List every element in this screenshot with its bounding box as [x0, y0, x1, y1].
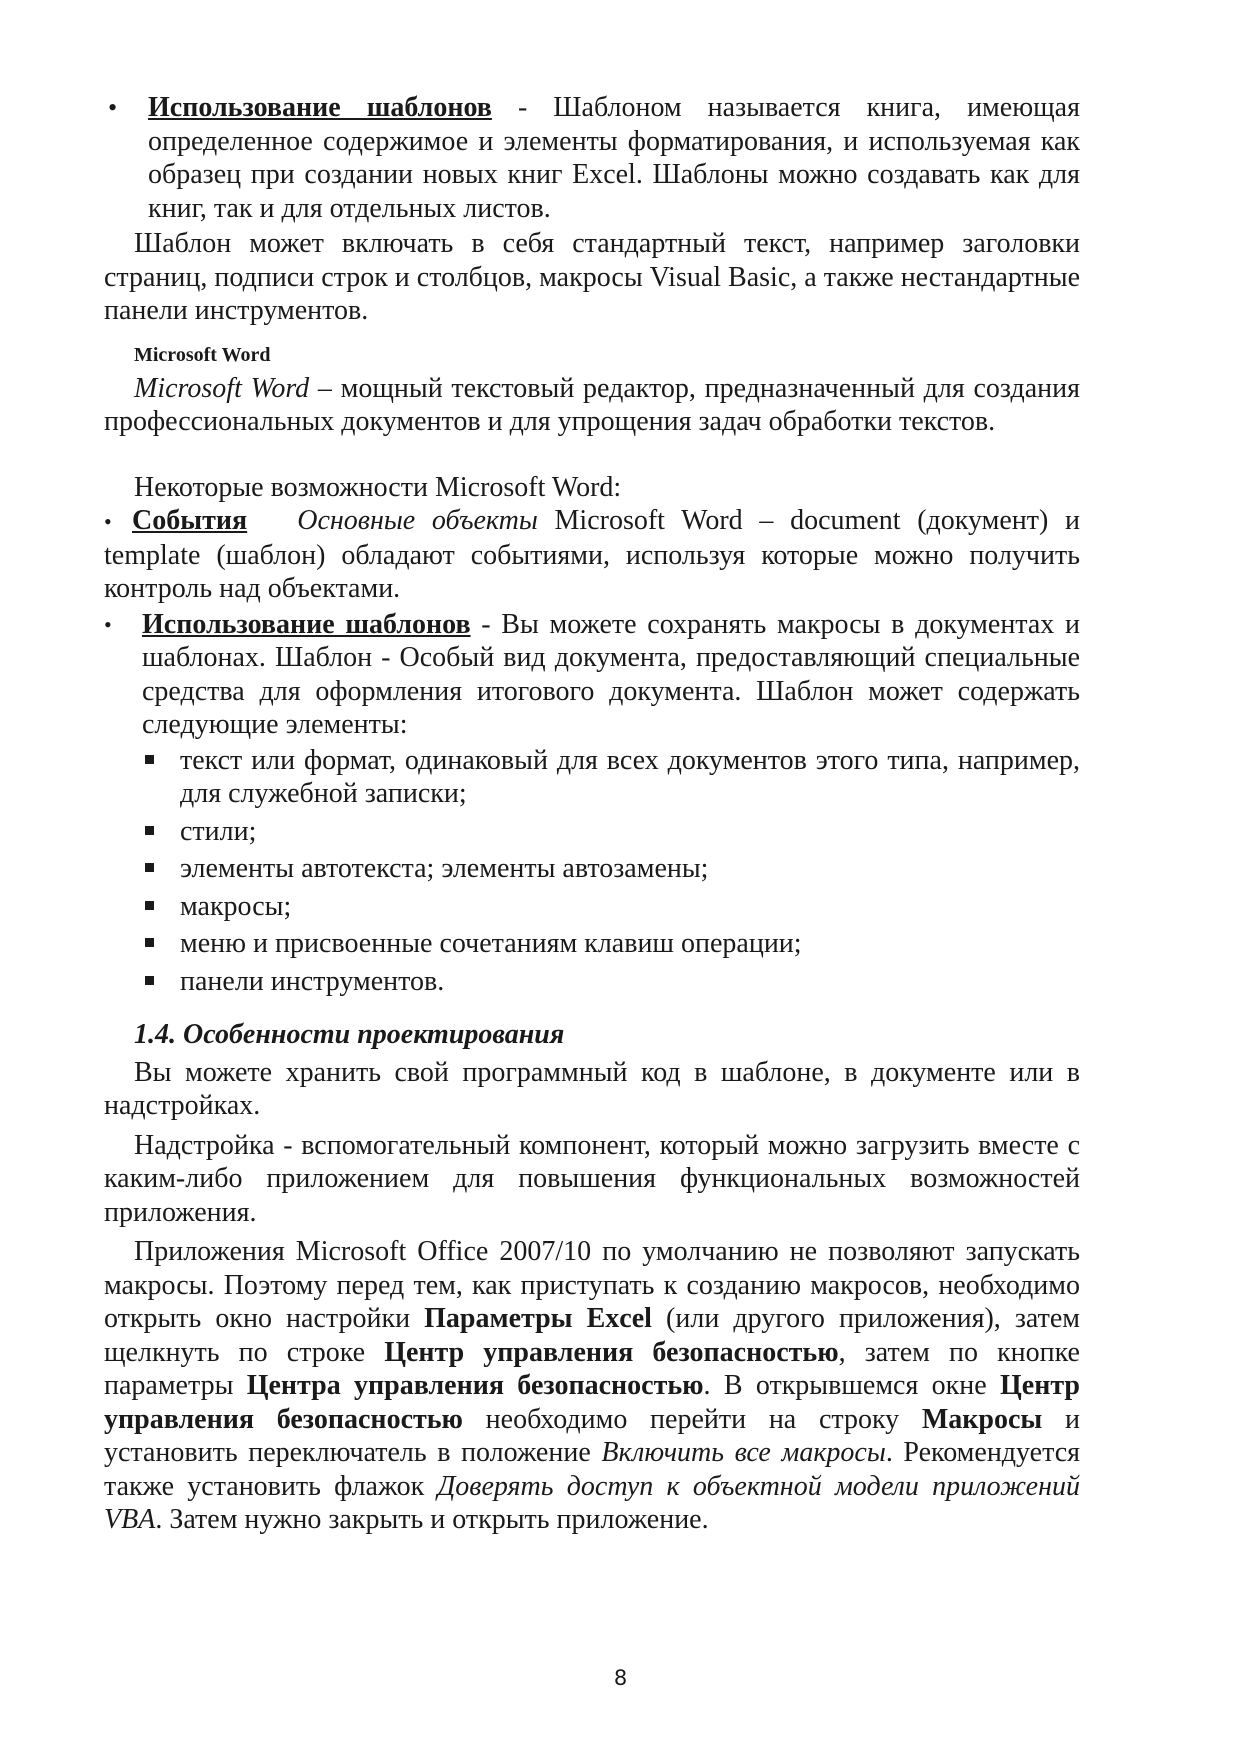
paragraph-code-storage: Вы можете хранить свой программный код в шаблоне, в документе или в надстройках.: [104, 1056, 1080, 1121]
macros-text: (или другого приложения), затем щелкнуть по строке: [104, 1303, 1081, 1368]
list-item-text: меню и присвоенные сочетаниям клавиш операции;: [180, 928, 802, 959]
word-term: Microsoft Word: [134, 372, 310, 404]
paragraph-enable-macros: [104, 1235, 1080, 1537]
events-italic: Основные объекты: [297, 505, 538, 536]
list-item-text: макросы;: [180, 890, 292, 922]
macros-italic: Включить все макросы: [601, 1437, 886, 1468]
macros-bold: Центр управления безопасностью: [104, 1370, 1080, 1435]
list-item: [142, 852, 1080, 886]
events-text: [104, 504, 1080, 606]
macros-bold: Центра управления безопасностью: [246, 1370, 704, 1401]
word-templates-text: [142, 608, 1080, 742]
text-column: [104, 91, 1080, 1537]
paragraph-template-content: Шаблон может включать в себя стандартный текст, например заголовки страниц, подписи строк и столбцов, макросы Visual Basic, а также нестандартные панели инструментов.: [104, 228, 1080, 326]
macros-text: . Рекомендуется также установить флажок: [104, 1437, 1080, 1502]
bullet-dot-icon: •: [104, 611, 112, 637]
word-definition-text: – мощный текстовый редактор, предназначенный для создания профессиональных документов и для упрощения задач обработки текстов.: [104, 372, 1080, 437]
square-bullet-icon: [145, 976, 154, 985]
macros-text: . В открывшемся окне: [703, 1370, 1000, 1401]
macros-text: необходимо перейти на строку: [462, 1403, 922, 1435]
macros-bold: Макросы: [921, 1403, 1043, 1435]
macros-italic: Доверять доступ к объектной модели приложений VBA: [104, 1470, 1080, 1535]
bullet-dot-icon: •: [108, 93, 118, 122]
word-templates-title: Использование шаблонов: [142, 608, 471, 640]
section-heading: 1.4. Особенности проектирования: [134, 1019, 565, 1050]
macros-text: . Затем нужно закрыть и открыть приложение.: [155, 1504, 709, 1535]
paragraph-addin: Надстройка - вспомогательный компонент, который можно загрузить вместе с каким-либо приложением для повышения функциональных возможностей приложения.: [104, 1129, 1080, 1228]
bullet-dot-icon: •: [104, 509, 112, 534]
macros-bold: Центр управления безопасностью: [384, 1336, 839, 1368]
square-bullet-icon: [145, 938, 154, 947]
list-item: [142, 965, 1080, 999]
paragraph-word-definition: [104, 372, 1080, 439]
square-bullet-icon: [145, 826, 154, 835]
excel-templates-title: Использование шаблонов: [148, 92, 492, 123]
macros-text: и установить переключатель в положение: [104, 1403, 1080, 1468]
word-templates-desc: - Вы можете сохранять макросы в документах и шаблонах. Шаблон - Особый вид документа, предоставляющий специальные средства для оформления итогового документа. Шаблон может содержать следующие элементы:: [142, 608, 1080, 740]
bullet-excel-templates: [104, 91, 1080, 225]
list-item: [142, 890, 1080, 924]
square-bullet-icon: [145, 901, 154, 910]
events-title: События: [132, 505, 248, 536]
events-desc: Microsoft Word – document (документ) и template (шаблон) обладают событиями, используя которые можно получить контроль над объектами.: [104, 505, 1080, 604]
template-elements-list: [142, 744, 1080, 999]
list-item: [142, 927, 1080, 961]
list-item-text: стили;: [180, 815, 257, 847]
bullet-word-templates: [104, 608, 1080, 742]
page-number: 8: [613, 1666, 628, 1690]
macros-bold: Параметры Excel: [424, 1303, 652, 1334]
list-item: [142, 815, 1080, 849]
list-item-text: текст или формат, одинаковый для всех документов этого типа, например, для служебной записки;: [180, 744, 1080, 809]
list-item: [142, 744, 1080, 811]
square-bullet-icon: [145, 863, 154, 872]
features-intro: Некоторые возможности Microsoft Word:: [134, 471, 622, 503]
bullet-events: [104, 504, 1080, 606]
list-item-text: элементы автотекста; элементы автозамены;: [180, 853, 709, 884]
bullet-text: [148, 91, 1080, 225]
list-item-text: панели инструментов.: [180, 965, 445, 997]
square-bullet-icon: [145, 755, 154, 764]
macros-text: Приложения Microsoft Office 2007/10 по умолчанию не позволяют запускать макросы. Поэтому перед тем, как приступать к созданию макросов, необходимо открыть окно настройки: [104, 1236, 1080, 1334]
subheading-microsoft-word: Microsoft Word: [134, 343, 271, 366]
excel-templates-desc: - Шаблоном называется книга, имеющая определенное содержимое и элементы форматирования, и используемая как образец при создании новых книг Excel. Шаблоны можно создавать как для книг, так и для отдельных листов.: [148, 92, 1080, 224]
macros-text: , затем по кнопке параметры: [104, 1336, 1080, 1401]
